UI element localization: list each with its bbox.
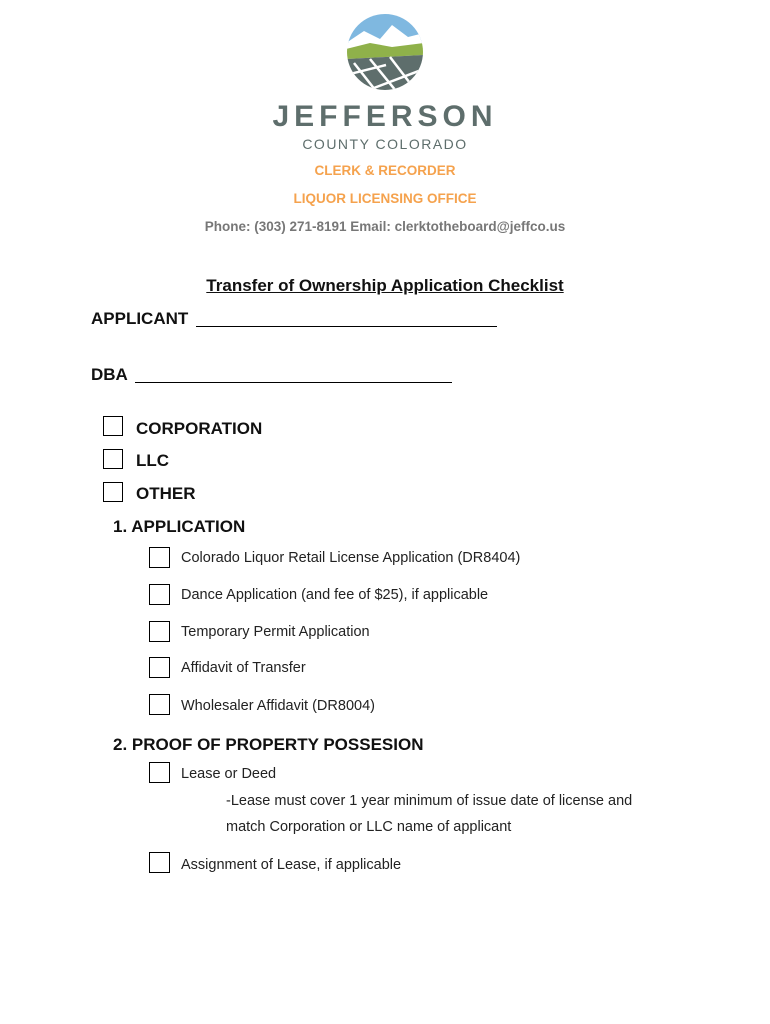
form-title: Transfer of Ownership Application Checklist xyxy=(206,276,564,295)
other-checkbox[interactable] xyxy=(103,482,123,502)
jefferson-county-logo-icon xyxy=(346,13,424,91)
checklist-checkbox[interactable] xyxy=(149,621,170,642)
checklist-checkbox[interactable] xyxy=(149,852,170,873)
checklist-checkbox[interactable] xyxy=(149,584,170,605)
org-subtitle: COUNTY COLORADO xyxy=(302,136,468,152)
section-property-heading: 2. PROOF OF PROPERTY POSSESION xyxy=(113,735,424,754)
checklist-checkbox[interactable] xyxy=(149,762,170,783)
dba-label: DBA xyxy=(91,365,128,384)
checklist-checkbox[interactable] xyxy=(149,547,170,568)
department-name: CLERK & RECORDER xyxy=(314,163,456,178)
checklist-item: Colorado Liquor Retail License Application (DR8404) xyxy=(181,550,521,566)
checklist-item: Wholesaler Affidavit (DR8004) xyxy=(181,698,375,714)
checklist-item: Assignment of Lease, if applicable xyxy=(181,857,402,873)
corporation-checkbox[interactable] xyxy=(103,416,123,436)
llc-checkbox[interactable] xyxy=(103,449,123,469)
applicant-label: APPLICANT xyxy=(91,309,189,328)
llc-label: LLC xyxy=(136,451,170,470)
checklist-item: Affidavit of Transfer xyxy=(181,660,306,676)
lease-note-line: match Corporation or LLC name of applicant xyxy=(226,819,512,835)
org-wordmark: JEFFERSON xyxy=(272,100,498,133)
checklist-checkbox[interactable] xyxy=(149,694,170,715)
checklist-item: Dance Application (and fee of $25), if applicable xyxy=(181,587,489,603)
checklist-checkbox[interactable] xyxy=(149,657,170,678)
checklist-item: Temporary Permit Application xyxy=(181,624,370,640)
lease-note-line: -Lease must cover 1 year minimum of issue date of license and xyxy=(226,793,633,809)
corporation-label: CORPORATION xyxy=(136,419,263,438)
office-name: LIQUOR LICENSING OFFICE xyxy=(293,191,477,206)
checklist-item: Lease or Deed xyxy=(181,766,277,782)
section-application-heading: 1. APPLICATION xyxy=(113,517,246,536)
contact-info: Phone: (303) 271-8191 Email: clerktotheboard@jeffco.us xyxy=(204,219,566,234)
dba-input-line[interactable] xyxy=(135,382,452,383)
applicant-input-line[interactable] xyxy=(196,326,497,327)
other-label: OTHER xyxy=(136,484,196,503)
